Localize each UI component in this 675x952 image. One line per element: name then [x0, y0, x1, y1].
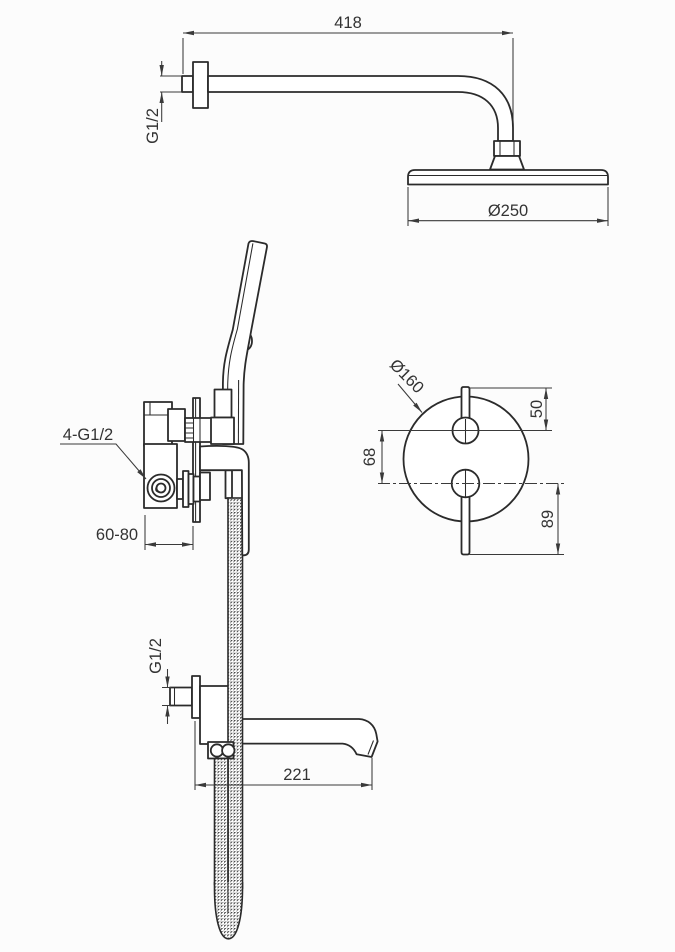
dim-valve-ports: [60, 426, 146, 479]
head-connector-nut: [494, 141, 520, 156]
dim-plate-diameter-label: Ø160: [385, 355, 428, 398]
dim-arm-thread: [144, 61, 182, 144]
dim-spout-length-label: 221: [283, 766, 311, 784]
hose-return-run: [215, 759, 229, 885]
spout-thread-label: G1/2: [147, 638, 165, 674]
hose-nipple: [226, 470, 233, 498]
spout-body: [200, 686, 231, 744]
trim-plate-front-view: [361, 356, 564, 555]
dim-head-diameter-label: Ø250: [487, 202, 529, 220]
hose-down-run: [228, 498, 243, 888]
shower-arm: [208, 76, 513, 141]
valve-neck: [168, 409, 185, 441]
dim-pin-bottom-label: 89: [539, 509, 557, 529]
head-connector-cone: [490, 156, 524, 170]
valve-ports-label: 4-G1/2: [62, 426, 114, 444]
shower-head: [408, 170, 608, 185]
arm-wall-stub: [182, 76, 193, 92]
arm-wall-flange: [193, 62, 208, 108]
dim-arm-length: [183, 14, 513, 122]
spout-and-hose: [147, 446, 378, 939]
dim-spout-thread: [147, 638, 171, 724]
dim-embed-depth-label: 60-80: [95, 526, 139, 544]
hand-shower-holder-nut: [215, 390, 232, 418]
hose-connector-nut-right: [222, 744, 234, 756]
spout-wall-stub: [170, 688, 192, 706]
arm-thread-label: G1/2: [144, 108, 162, 144]
dim-pin-spacing: [361, 431, 384, 484]
dim-pin-spacing-label: 68: [361, 447, 379, 467]
lower-cartridge-hub: [194, 477, 201, 502]
dim-head-diameter: [408, 187, 608, 226]
handle-hub: [200, 473, 210, 501]
dim-embed-depth: [96, 515, 193, 550]
hand-shower-holder: [211, 418, 234, 445]
lever-stem: [462, 493, 470, 555]
valve-port: [148, 475, 175, 502]
dim-pin-top-label: 50: [528, 399, 546, 419]
spout-wall-flange: [192, 676, 200, 718]
dim-plate-diameter: [386, 356, 427, 413]
spout-tube: [231, 719, 378, 757]
overhead-shower-assembly: [144, 14, 608, 226]
dim-arm-length-label: 418: [334, 14, 362, 32]
